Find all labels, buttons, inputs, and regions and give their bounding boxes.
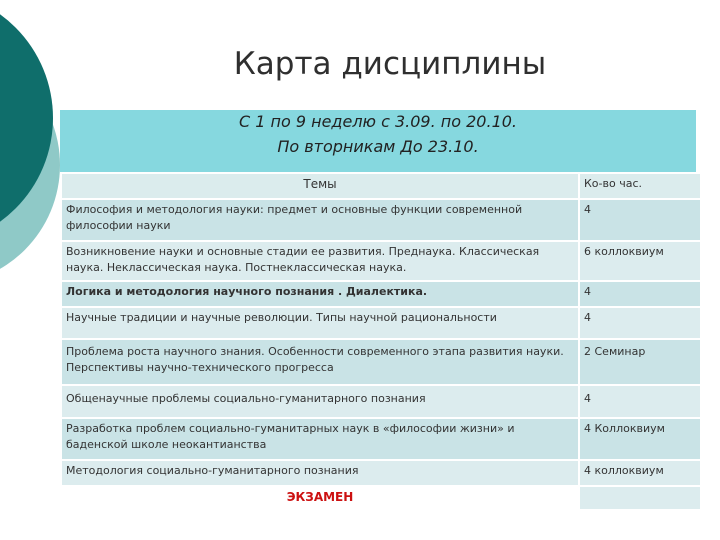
topic-cell: Возникновение науки и основные стадии ее развития. Преднаука. Классическая наука. Неклассическая наука. Постнеклассическая наука. — [61, 241, 579, 281]
schedule-weeks: С 1 по 9 неделю с 3.09. по 20.10. — [238, 112, 518, 131]
table-row — [61, 241, 701, 281]
table-row — [61, 460, 701, 486]
hours-cell: 6 коллоквиум — [579, 241, 701, 281]
hours-cell: 4 Коллоквиум — [579, 418, 701, 460]
topic-cell: Проблема роста научного знания. Особенности современного этапа развития науки. Перспективы научно-технического прогресса — [61, 339, 579, 385]
topic-cell: Логика и методология научного познания . Диалектика. — [61, 281, 579, 307]
exam-label: ЭКЗАМЕН — [61, 486, 579, 510]
exam-row — [61, 486, 701, 510]
table-row — [61, 307, 701, 339]
table-row — [61, 418, 701, 460]
hours-cell: 4 — [579, 281, 701, 307]
topic-cell: Общенаучные проблемы социально-гуманитарного познания — [61, 385, 579, 418]
table-header-row — [61, 173, 701, 199]
schedule-days: По вторникам До 23.10. — [277, 137, 479, 156]
table-row — [61, 385, 701, 418]
hours-cell: 4 — [579, 307, 701, 339]
topic-cell: Методология социально-гуманитарного познания — [61, 460, 579, 486]
column-header-topics: Темы — [61, 173, 579, 199]
topic-cell: Разработка проблем социально-гуманитарных наук в «философии жизни» и баденской школе неокантианства — [61, 418, 579, 460]
table-row — [61, 339, 701, 385]
column-header-hours: Ко-во час. — [579, 173, 701, 199]
hours-cell: 4 коллоквиум — [579, 460, 701, 486]
slide-title: Карта дисциплины — [233, 46, 547, 82]
topic-cell: Научные традиции и научные революции. Типы научной рациональности — [61, 307, 579, 339]
hours-cell: 4 — [579, 385, 701, 418]
topic-cell: Философия и методология науки: предмет и основные функции современной философии науки — [61, 199, 579, 241]
exam-hours-cell — [579, 486, 701, 510]
decorative-circles — [0, 0, 60, 290]
table-row — [61, 199, 701, 241]
hours-cell: 4 — [579, 199, 701, 241]
schedule-header — [60, 110, 696, 172]
discipline-table — [60, 172, 702, 511]
table-row — [61, 281, 701, 307]
hours-cell: 2 Семинар — [579, 339, 701, 385]
